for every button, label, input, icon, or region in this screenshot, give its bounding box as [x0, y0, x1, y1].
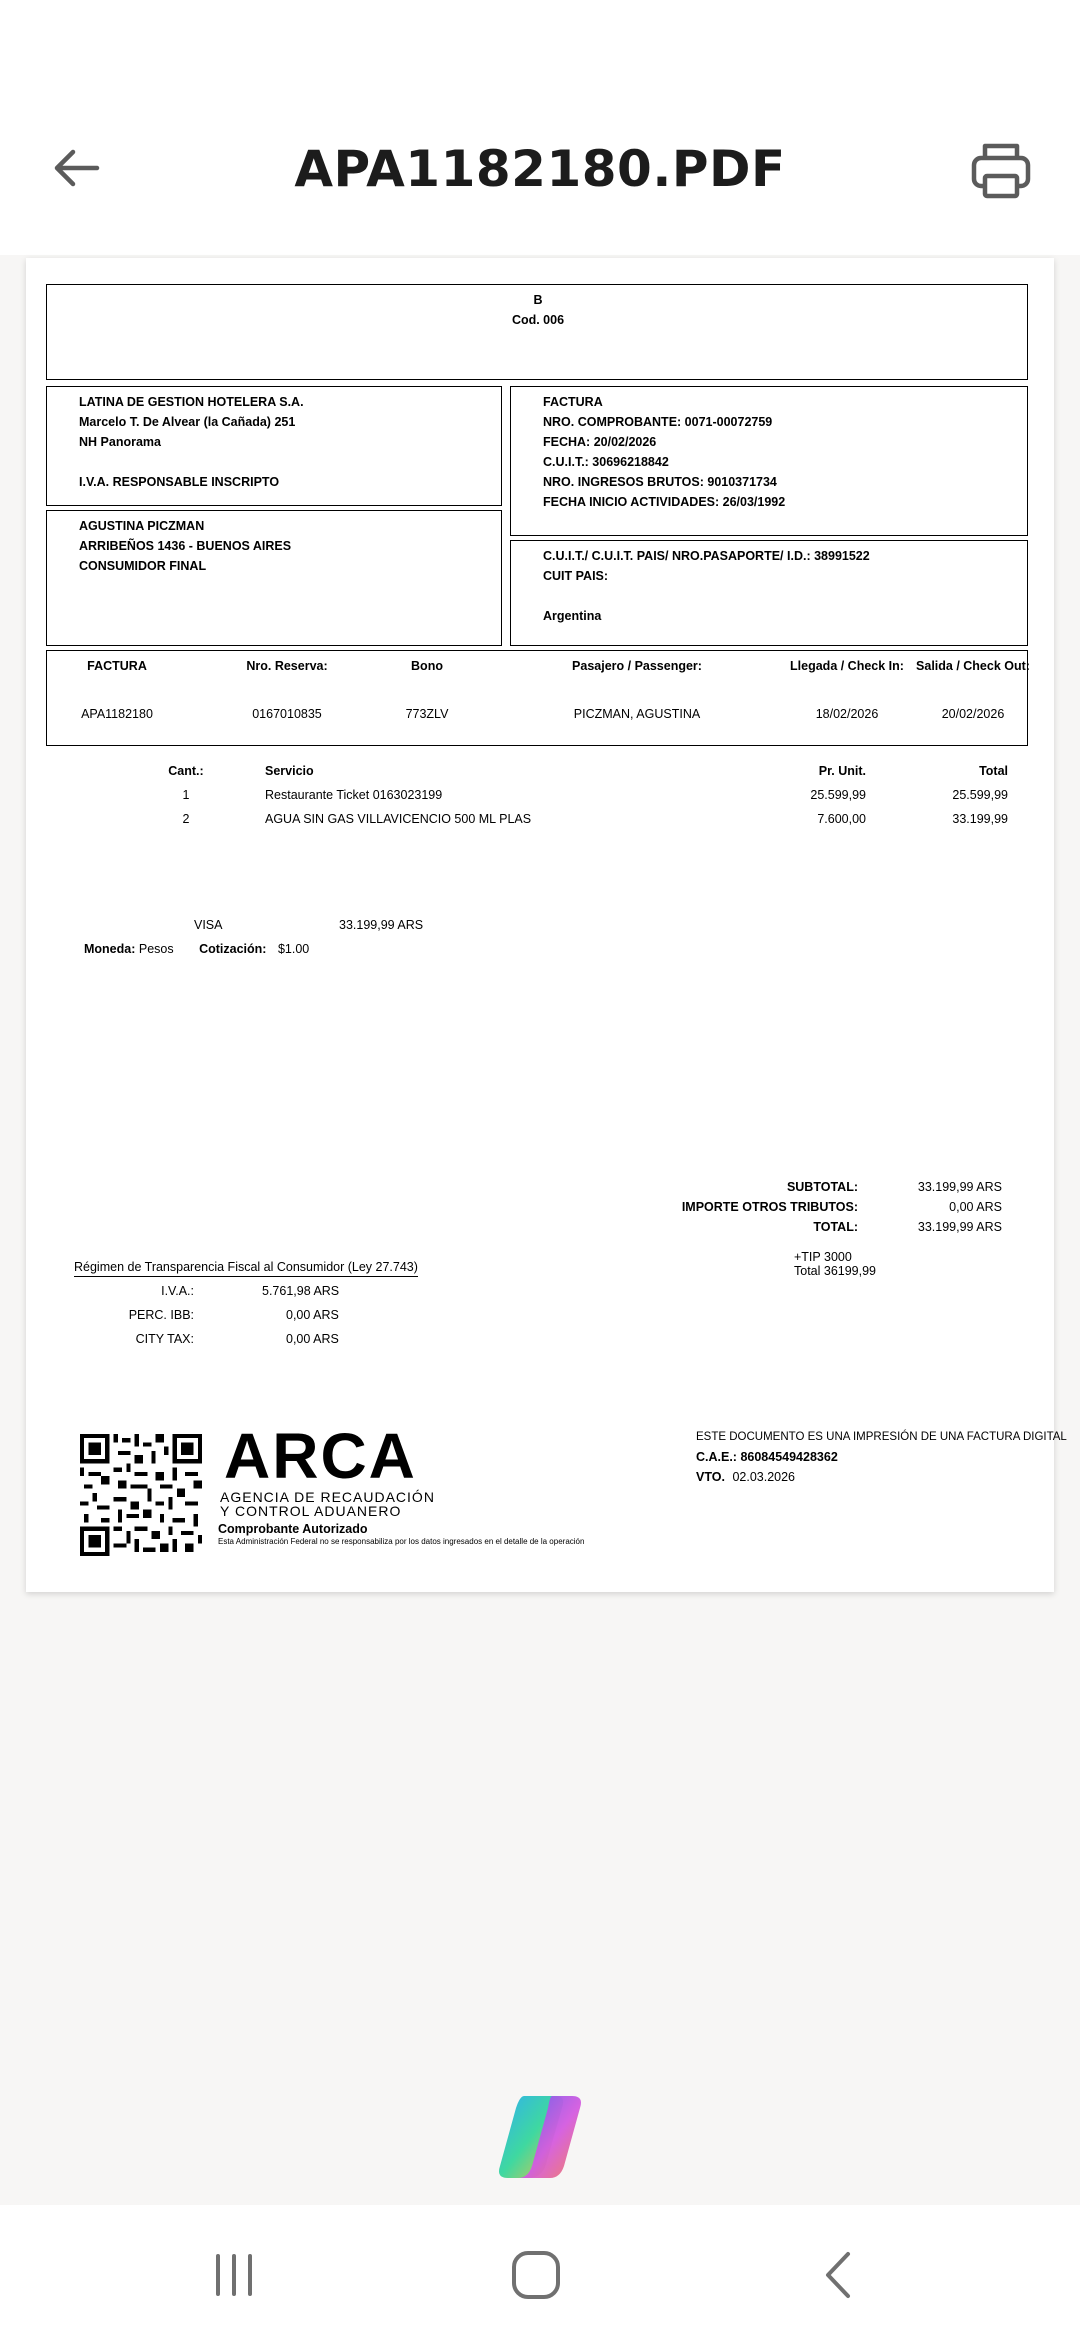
perc-ibb-value: 0,00 ARS: [286, 1308, 339, 1322]
expiry-label: VTO.: [696, 1470, 725, 1484]
iva-value: 5.761,98 ARS: [262, 1284, 340, 1298]
doc-start-date: FECHA INICIO ACTIVIDADES: 26/03/1992: [543, 495, 786, 509]
item-service: AGUA SIN GAS VILLAVICENCIO 500 ML PLAS: [265, 812, 532, 826]
document-title: APA1182180.PDF: [294, 140, 786, 198]
expiry-value: 02.03.2026: [732, 1470, 795, 1484]
expiry-line: [696, 1470, 795, 1484]
payment-amount: 33.199,99 ARS: [339, 918, 424, 932]
cuit-pais-label: CUIT PAIS:: [543, 569, 609, 583]
booking-box: [46, 650, 1028, 746]
qr-code-icon: [80, 1434, 202, 1556]
document-info-box: [510, 386, 1028, 536]
booking-passenger-value: PICZMAN, AGUSTINA: [573, 707, 701, 721]
home-icon: [510, 2249, 562, 2301]
authorized-label: Comprobante Autorizado: [218, 1522, 368, 1536]
customer-box: [46, 510, 502, 646]
booking-header-voucher: Bono: [411, 659, 443, 673]
issuer-name: LATINA DE GESTION HOTELERA S.A.: [79, 395, 304, 409]
cae-number: C.A.E.: 86084549428362: [696, 1450, 838, 1464]
items-header-total: Total: [979, 764, 1008, 778]
issuer-iva: I.V.A. RESPONSABLE INSCRIPTO: [79, 475, 280, 489]
customer-type: CONSUMIDOR FINAL: [79, 559, 207, 573]
arca-logo: ARCA: [224, 1420, 417, 1492]
recent-apps-icon: [211, 2252, 257, 2298]
back-chevron-icon: [818, 2250, 858, 2300]
items-header-unit: Pr. Unit.: [818, 764, 866, 778]
issuer-address: Marcelo T. De Alvear (la Cañada) 251: [79, 415, 296, 429]
item-total: 25.599,99: [952, 788, 1008, 802]
subtotal-value: 33.199,99 ARS: [917, 1180, 1002, 1194]
booking-checkin-value: 18/02/2026: [815, 707, 879, 721]
arca-disclaimer: Esta Administración Federal no se responsabiliza por los datos ingresados en el detalle de la operación: [218, 1537, 585, 1546]
printer-icon: [970, 142, 1032, 200]
doc-iibb: NRO. INGRESOS BRUTOS: 9010371734: [543, 475, 777, 489]
recent-apps-button[interactable]: [194, 2235, 274, 2315]
total-value: 33.199,99 ARS: [917, 1220, 1002, 1234]
booking-header-checkout: Salida / Check Out:: [916, 659, 1030, 673]
invoice-type-box: [46, 284, 1028, 380]
perc-ibb-label: PERC. IBB:: [128, 1308, 194, 1322]
total-label: TOTAL:: [813, 1220, 858, 1234]
item-qty: 2: [182, 812, 190, 826]
doc-date: FECHA: 20/02/2026: [543, 435, 657, 449]
subtotal-label: SUBTOTAL:: [786, 1180, 858, 1194]
invoice-letter: B: [533, 293, 543, 307]
items-header-qty: Cant.:: [168, 764, 204, 778]
doc-type: FACTURA: [543, 395, 603, 409]
item-unit-price: 25.599,99: [810, 788, 866, 802]
print-button[interactable]: [966, 136, 1036, 206]
booking-header-passenger: Pasajero / Passenger:: [572, 659, 702, 673]
booking-invoice-value: APA1182180: [81, 707, 153, 721]
customer-address: ARRIBEÑOS 1436 - BUENOS AIRES: [79, 539, 292, 553]
currency-value: Pesos: [138, 942, 174, 956]
other-taxes-value: 0,00 ARS: [949, 1200, 1002, 1214]
tip-line: +TIP 3000: [794, 1250, 852, 1264]
customer-id-line: C.U.I.T./ C.U.I.T. PAIS/ NRO.PASAPORTE/ I.D.: 38991522: [543, 549, 870, 563]
booking-voucher-value: 773ZLV: [405, 707, 449, 721]
arca-line-1: AGENCIA DE RECAUDACIÓN: [220, 1489, 435, 1505]
rate-label: Cotización:: [199, 942, 267, 956]
city-tax-label: CITY TAX:: [135, 1332, 194, 1346]
items-header-service: Servicio: [265, 764, 314, 778]
iva-label: I.V.A.:: [161, 1284, 194, 1298]
customer-id-box: [510, 540, 1028, 646]
pdf-page[interactable]: [26, 258, 1067, 1592]
rate-value: $1.00: [277, 942, 310, 956]
item-unit-price: 7.600,00: [817, 812, 866, 826]
customer-name: AGUSTINA PICZMAN: [79, 519, 205, 533]
booking-checkout-value: 20/02/2026: [941, 707, 1005, 721]
doc-cuit: C.U.I.T.: 30696218842: [543, 455, 669, 469]
booking-header-invoice: FACTURA: [87, 659, 147, 673]
currency-line: [84, 942, 309, 956]
home-button[interactable]: [496, 2235, 576, 2315]
doc-number: NRO. COMPROBANTE: 0071-00072759: [543, 415, 773, 429]
currency-label: Moneda:: [84, 942, 136, 956]
other-taxes-label: IMPORTE OTROS TRIBUTOS:: [681, 1200, 858, 1214]
item-qty: 1: [182, 788, 190, 802]
issuer-box: [46, 386, 502, 506]
copilot-icon: [494, 2094, 586, 2180]
booking-header-checkin: Llegada / Check In:: [790, 659, 904, 673]
item-service: Restaurante Ticket 0163023199: [265, 788, 443, 802]
arca-line-2: Y CONTROL ADUANERO: [220, 1503, 402, 1519]
copilot-button[interactable]: [494, 2094, 586, 2180]
item-total: 33.199,99: [952, 812, 1008, 826]
system-nav-bar: [0, 2205, 1080, 2340]
system-back-button[interactable]: [798, 2235, 878, 2315]
booking-reservation-value: 0167010835: [252, 707, 322, 721]
invoice-code: Cod. 006: [511, 313, 565, 327]
booking-header-reservation: Nro. Reserva:: [246, 659, 328, 673]
transparency-title: Régimen de Transparencia Fiscal al Consumidor (Ley 27.743): [74, 1260, 418, 1277]
grand-total-line: Total 36199,99: [794, 1264, 877, 1278]
issuer-hotel: NH Panorama: [79, 435, 161, 449]
payment-method: VISA: [194, 918, 223, 932]
digital-notice: ESTE DOCUMENTO ES UNA IMPRESIÓN DE UNA FACTURA DIGITAL: [696, 1431, 1067, 1443]
country-value: Argentina: [543, 609, 602, 623]
city-tax-value: 0,00 ARS: [286, 1332, 339, 1346]
app-bar: [0, 0, 1080, 255]
